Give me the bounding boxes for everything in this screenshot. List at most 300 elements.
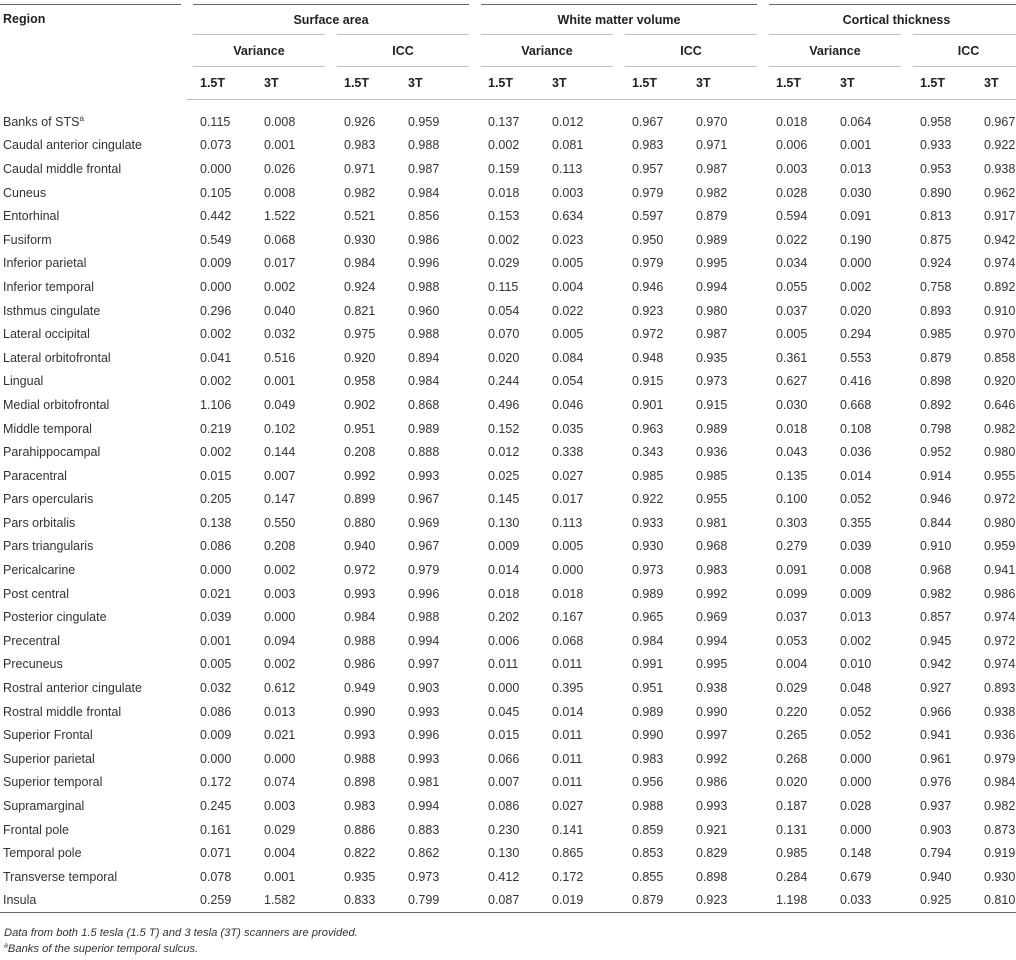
region-name-text: Lateral occipital [3,327,90,342]
column-header-region: Region [0,5,187,100]
value-cell: 0.000 [264,610,296,625]
value-cell: 0.141 [552,822,584,837]
value-cell: 0.930 [632,539,664,554]
value-cell: 0.027 [552,799,584,814]
value-cell: 0.086 [200,704,232,719]
table-row [0,393,1016,417]
value-cell: 0.892 [984,279,1016,294]
value-cell: 0.989 [632,586,664,601]
value-cell: 0.001 [264,374,296,389]
region-name [0,346,187,370]
table-row [0,346,1016,370]
region-name-text: Superior Frontal [3,728,93,743]
value-cell: 0.086 [488,799,520,814]
table-row [0,464,1016,488]
region-name-text: Fusiform [3,232,52,247]
value-cell: 0.972 [984,633,1016,648]
value-cell: 0.988 [408,327,440,342]
subgroup-header: ICC [331,35,475,67]
value-cell: 0.137 [488,114,520,129]
value-cell: 0.969 [408,515,440,530]
region-name [0,417,187,441]
table-row [0,370,1016,394]
value-cell: 0.172 [552,869,584,884]
value-cell: 0.020 [840,303,872,318]
value-cell: 0.412 [488,869,520,884]
value-cell: 0.856 [408,209,440,224]
region-name [0,252,187,276]
value-cell: 1.522 [264,209,296,224]
value-cell: 0.961 [920,751,952,766]
value-cell: 0.975 [344,327,376,342]
table-row [0,582,1016,606]
field-header: 1.5T [763,67,835,100]
region-name-text: Cuneus [3,185,47,200]
value-cell: 0.979 [632,185,664,200]
value-cell: 0.945 [920,633,952,648]
value-cell: 0.208 [344,445,376,460]
value-cell: 0.003 [552,185,584,200]
table-row [0,157,1016,181]
value-cell: 0.004 [552,279,584,294]
region-name [0,181,187,205]
value-cell: 0.009 [200,256,232,271]
value-cell: 0.049 [264,397,296,412]
value-cell: 0.982 [344,185,376,200]
value-cell: 0.000 [488,681,520,696]
region-name-text: Superior temporal [3,775,103,790]
value-cell: 0.988 [632,799,664,814]
region-name-text: Parahippocampal [3,445,101,460]
value-cell: 0.958 [920,114,952,129]
region-name [0,818,187,842]
value-cell: 0.219 [200,421,232,436]
value-cell: 0.265 [776,728,808,743]
value-cell: 0.898 [344,775,376,790]
value-cell: 0.208 [264,539,296,554]
value-cell: 0.220 [776,704,808,719]
value-cell: 0.986 [408,232,440,247]
value-cell: 0.516 [264,350,296,365]
value-cell: 0.078 [200,869,232,884]
value-cell: 0.924 [920,256,952,271]
value-cell: 0.952 [920,445,952,460]
value-cell: 0.962 [984,185,1016,200]
region-name-text: Banks of STS [3,114,80,129]
value-cell: 0.303 [776,515,808,530]
value-cell: 0.008 [264,185,296,200]
value-cell: 0.009 [488,539,520,554]
value-cell: 0.549 [200,232,232,247]
value-cell: 0.015 [200,468,232,483]
value-cell: 0.099 [776,586,808,601]
value-cell: 0.094 [264,633,296,648]
value-cell: 0.844 [920,515,952,530]
region-name [0,228,187,252]
value-cell: 0.001 [264,138,296,153]
region-name [0,653,187,677]
value-cell: 0.994 [696,279,728,294]
value-cell: 0.983 [696,563,728,578]
value-cell: 0.034 [776,256,808,271]
region-name [0,275,187,299]
value-cell: 0.022 [776,232,808,247]
value-cell: 0.941 [984,563,1016,578]
value-cell: 0.052 [840,492,872,507]
value-cell: 0.983 [344,138,376,153]
region-name [0,794,187,818]
value-cell: 0.873 [984,822,1016,837]
value-cell: 0.968 [920,563,952,578]
value-cell: 0.966 [920,704,952,719]
value-cell: 0.890 [920,185,952,200]
region-name-text: Middle temporal [3,421,92,436]
table-row [0,181,1016,205]
table-notes [4,925,358,957]
value-cell: 0.148 [840,846,872,861]
value-cell: 0.920 [344,350,376,365]
value-cell: 0.938 [984,704,1016,719]
table-row [0,558,1016,582]
value-cell: 0.967 [408,539,440,554]
region-name [0,322,187,346]
region-name-text: Lateral orbitofrontal [3,350,111,365]
value-cell: 0.009 [840,586,872,601]
value-cell: 0.294 [840,327,872,342]
value-cell: 0.144 [264,445,296,460]
value-cell: 0.979 [408,563,440,578]
field-header: 1.5T [619,67,691,100]
value-cell: 0.988 [408,610,440,625]
value-cell: 0.879 [619,889,691,913]
value-cell: 0.005 [552,256,584,271]
value-cell: 0.028 [840,799,872,814]
region-name [0,440,187,464]
value-cell: 0.810 [979,889,1016,913]
value-cell: 0.948 [632,350,664,365]
value-cell: 0.002 [200,445,232,460]
value-cell: 0.855 [632,869,664,884]
value-cell: 0.130 [488,846,520,861]
value-cell: 0.821 [344,303,376,318]
value-cell: 0.972 [344,563,376,578]
value-cell: 0.066 [488,751,520,766]
value-cell: 0.970 [696,114,728,129]
value-cell: 0.862 [408,846,440,861]
value-cell: 0.902 [344,397,376,412]
value-cell: 0.971 [696,138,728,153]
region-name [0,841,187,865]
value-cell: 0.799 [403,889,475,913]
value-cell: 0.953 [920,161,952,176]
value-cell: 0.187 [776,799,808,814]
value-cell: 0.245 [200,799,232,814]
value-cell: 1.106 [200,397,232,412]
region-name-text: Precentral [3,633,60,648]
value-cell: 0.001 [840,138,872,153]
value-cell: 0.000 [840,751,872,766]
value-cell: 0.942 [984,232,1016,247]
value-cell: 0.008 [840,563,872,578]
value-cell: 0.167 [552,610,584,625]
value-cell: 0.013 [264,704,296,719]
value-cell: 0.987 [696,327,728,342]
table-row [0,134,1016,158]
value-cell: 0.003 [264,799,296,814]
region-name-text: Pars triangularis [3,539,94,554]
region-name-text: Transverse temporal [3,869,118,884]
value-cell: 0.052 [840,728,872,743]
value-cell: 0.147 [264,492,296,507]
region-name [0,889,187,913]
value-cell: 0.679 [840,869,872,884]
value-cell: 0.992 [696,586,728,601]
value-cell: 0.005 [552,327,584,342]
region-name [0,299,187,323]
value-cell: 0.068 [552,633,584,648]
value-cell: 0.886 [344,822,376,837]
region-name-text: Lingual [3,374,44,389]
value-cell: 0.597 [632,209,664,224]
value-cell: 1.198 [763,889,835,913]
region-name-text: Entorhinal [3,209,60,224]
value-cell: 0.893 [984,681,1016,696]
value-cell: 0.940 [344,539,376,554]
table-row [0,440,1016,464]
table-row [0,299,1016,323]
value-cell: 0.084 [552,350,584,365]
value-cell: 0.995 [696,256,728,271]
value-cell: 0.993 [344,586,376,601]
value-cell: 0.924 [344,279,376,294]
value-cell: 0.937 [920,799,952,814]
value-cell: 0.071 [200,846,232,861]
region-name-text: Posterior cingulate [3,610,107,625]
table-container [0,4,1016,913]
value-cell: 0.091 [776,563,808,578]
value-cell: 0.113 [552,161,583,176]
value-cell: 0.994 [408,633,440,648]
region-name [0,393,187,417]
value-cell: 0.893 [920,303,952,318]
value-cell: 0.634 [552,209,584,224]
value-cell: 0.927 [920,681,952,696]
table-row [0,865,1016,889]
value-cell: 0.054 [488,303,520,318]
value-cell: 0.959 [408,114,440,129]
value-cell: 0.984 [408,185,440,200]
value-cell: 0.901 [632,397,664,412]
value-cell: 0.002 [200,374,232,389]
value-cell: 0.009 [200,728,232,743]
value-cell: 0.005 [776,327,808,342]
region-name [0,582,187,606]
value-cell: 0.007 [264,468,296,483]
value-cell: 0.550 [264,515,296,530]
value-cell: 0.268 [776,751,808,766]
region-name [0,535,187,559]
value-cell: 0.923 [632,303,664,318]
value-cell: 0.011 [552,728,583,743]
region-name-text: Medial orbitofrontal [3,397,110,412]
value-cell: 0.986 [344,657,376,672]
value-cell: 0.013 [840,161,872,176]
value-cell: 0.002 [488,232,520,247]
value-cell: 0.967 [632,114,664,129]
value-cell: 0.858 [984,350,1016,365]
value-cell: 0.442 [200,209,232,224]
value-cell: 0.108 [840,421,872,436]
value-cell: 0.865 [552,846,584,861]
value-cell: 0.921 [696,822,728,837]
value-cell: 0.145 [488,492,520,507]
region-name-text: Pericalcarine [3,563,76,578]
value-cell: 0.020 [488,350,520,365]
value-cell: 0.923 [691,889,763,913]
table-body [0,100,1016,913]
value-cell: 0.668 [840,397,872,412]
value-cell: 0.974 [984,657,1016,672]
value-cell: 0.994 [408,799,440,814]
value-cell: 1.582 [259,889,331,913]
value-cell: 0.987 [408,161,440,176]
value-cell: 0.002 [264,563,296,578]
value-cell: 0.100 [776,492,808,507]
value-cell: 0.970 [984,327,1016,342]
value-cell: 0.992 [696,751,728,766]
value-cell: 0.989 [696,232,728,247]
region-name [0,700,187,724]
value-cell: 0.935 [344,869,376,884]
value-cell: 0.988 [408,279,440,294]
region-name-text: Pars opercularis [3,492,94,507]
value-cell: 0.043 [776,445,808,460]
region-name [0,723,187,747]
value-cell: 0.972 [984,492,1016,507]
value-cell: 0.993 [344,728,376,743]
value-cell: 0.940 [920,869,952,884]
region-name-text: Post central [3,586,70,601]
value-cell: 0.979 [632,256,664,271]
value-cell: 0.935 [696,350,728,365]
value-cell: 0.002 [840,279,872,294]
region-name [0,157,187,181]
table-row [0,700,1016,724]
value-cell: 0.041 [200,350,232,365]
value-cell: 0.029 [264,822,296,837]
value-cell: 0.105 [200,185,232,200]
region-name-text: Precuneus [3,657,63,672]
value-cell: 0.000 [264,751,296,766]
value-cell: 0.980 [984,515,1016,530]
value-cell: 0.172 [200,775,232,790]
value-cell: 0.017 [264,256,296,271]
value-cell: 0.006 [488,633,520,648]
value-cell: 0.983 [344,799,376,814]
value-cell: 0.938 [984,161,1016,176]
value-cell: 0.018 [488,185,520,200]
value-cell: 0.068 [264,232,296,247]
table-row [0,252,1016,276]
value-cell: 0.039 [840,539,872,554]
value-cell: 0.946 [920,492,952,507]
value-cell: 0.002 [200,327,232,342]
value-cell: 0.968 [696,539,728,554]
value-cell: 0.013 [840,610,872,625]
value-cell: 0.011 [552,657,583,672]
data-table [0,4,1016,913]
value-cell: 0.985 [632,468,664,483]
value-cell: 0.983 [632,138,664,153]
value-cell: 0.979 [984,751,1016,766]
value-cell: 0.883 [408,822,440,837]
value-cell: 0.032 [264,327,296,342]
value-cell: 0.993 [408,704,440,719]
value-cell: 0.956 [632,775,664,790]
value-cell: 0.933 [632,515,664,530]
value-cell: 0.338 [552,445,584,460]
value-cell: 0.000 [552,563,584,578]
table-row [0,228,1016,252]
value-cell: 0.091 [840,209,872,224]
value-cell: 0.036 [840,445,872,460]
value-cell: 0.005 [200,657,232,672]
value-cell: 0.942 [920,657,952,672]
value-cell: 0.230 [488,822,520,837]
value-cell: 0.000 [840,775,872,790]
value-cell: 0.073 [200,138,232,153]
value-cell: 0.003 [264,586,296,601]
value-cell: 0.980 [984,445,1016,460]
value-cell: 0.922 [984,138,1016,153]
value-cell: 0.030 [776,397,808,412]
value-cell: 0.910 [920,539,952,554]
value-cell: 0.018 [776,421,808,436]
value-cell: 0.012 [552,114,584,129]
value-cell: 0.936 [696,445,728,460]
value-cell: 0.930 [984,869,1016,884]
value-cell: 0.033 [835,889,907,913]
value-cell: 0.496 [488,397,520,412]
table-row [0,322,1016,346]
value-cell: 0.296 [200,303,232,318]
value-cell: 0.955 [984,468,1016,483]
value-cell: 0.990 [696,704,728,719]
subgroup-header: ICC [619,35,763,67]
value-cell: 0.553 [840,350,872,365]
region-name [0,865,187,889]
value-cell: 0.002 [840,633,872,648]
field-header: 1.5T [331,67,403,100]
value-cell: 0.982 [696,185,728,200]
value-cell: 0.925 [907,889,979,913]
value-cell: 0.023 [552,232,584,247]
value-cell: 0.859 [632,822,664,837]
value-cell: 0.029 [488,256,520,271]
region-name-text: Rostral middle frontal [3,704,122,719]
value-cell: 0.205 [200,492,232,507]
value-cell: 0.822 [344,846,376,861]
value-cell: 0.986 [696,775,728,790]
value-cell: 0.159 [488,161,520,176]
value-cell: 0.959 [984,539,1016,554]
value-cell: 0.003 [776,161,808,176]
value-cell: 0.972 [632,327,664,342]
value-cell: 0.190 [840,232,872,247]
value-cell: 0.949 [344,681,376,696]
value-cell: 0.113 [552,515,583,530]
value-cell: 0.021 [200,586,232,601]
